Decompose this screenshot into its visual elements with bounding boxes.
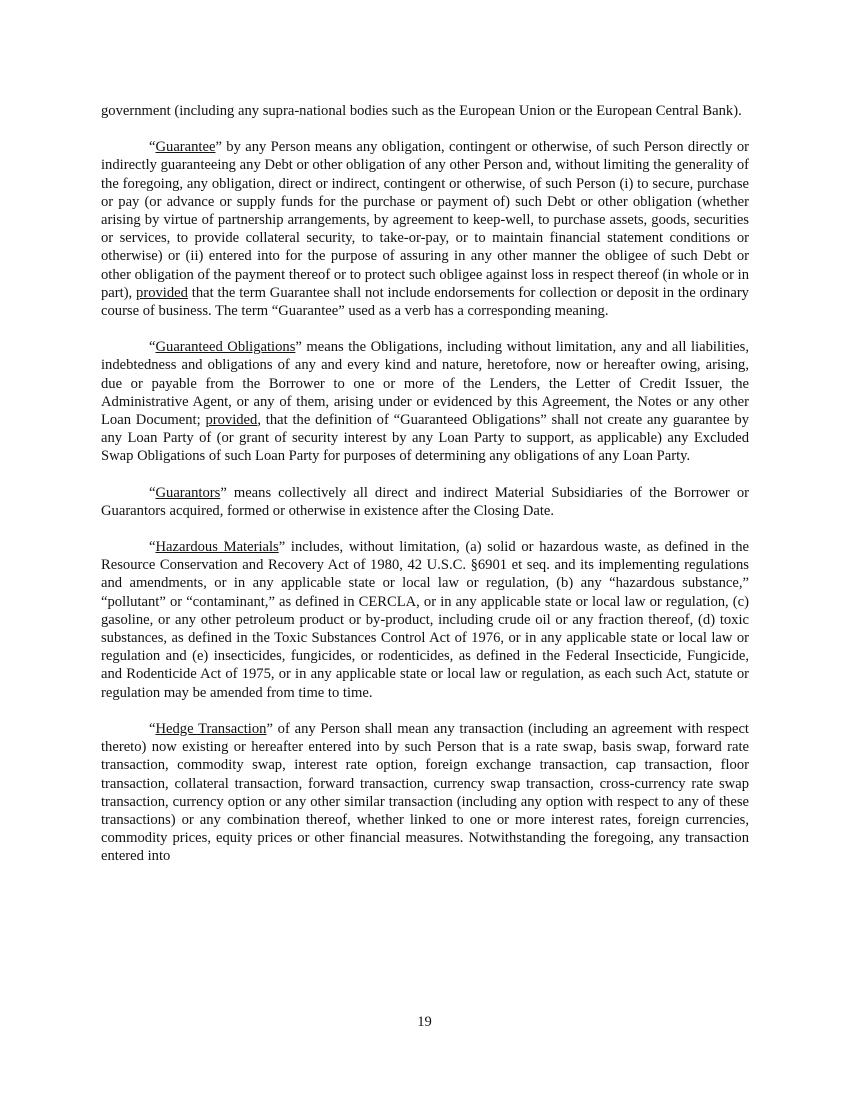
open-quote: “ bbox=[149, 539, 156, 556]
page-number: 19 bbox=[417, 1014, 432, 1030]
defined-term: Guaranteed Obligations bbox=[155, 339, 296, 356]
definition-guarantors bbox=[101, 484, 749, 520]
definition-body: of any Person shall mean any transaction (including an agreement with respect thereto) now existing or hereafter entered into by such Person that is a rate swap, basis swap, forward rate transaction, commodity swap, interest rate option, foreign exchange transaction, cap transaction, floor transaction, collateral transaction, forward transaction, currency swap transaction, cross-currency rate swap transaction, currency option or any other similar transaction (including any option with respect to any of these transactions) or any combination thereof, whether linked to one or more interest rates, foreign currencies, commodity prices, equity prices or other financial measures. Notwithstanding the foregoing, any transaction entered into bbox=[101, 720, 749, 865]
provided-keyword: provided bbox=[205, 412, 258, 429]
open-quote: “ bbox=[149, 484, 156, 501]
defined-term: Guarantee bbox=[155, 139, 216, 156]
definition-body: by any Person means any obligation, contingent or otherwise, of such Person directly or indirectly guaranteeing any Debt or other obligation of any other Person and, without limiting the generality of the foregoing, any obligation, direct or indirect, contingent or otherwise, of such Person (i) to secure, purchase or pay (or advance or supply funds for the purchase or payment of) such Debt or other obligation (whether arising by virtue of partnership arrangements, by agreement to keep-well, to purchase assets, goods, securities or services, to provide collateral security, to take-or-pay, or to maintain financial statement conditions or otherwise) or (ii) entered into for the purpose of assuring in any other manner the obligee of such Debt or other obligation of the payment thereof or to protect such obligee against loss in respect thereof (in whole or in part), bbox=[101, 139, 749, 301]
open-quote: “ bbox=[149, 339, 156, 356]
definition-body: means collectively all direct and indirect Material Subsidiaries of the Borrower or Guarantors acquired, formed or otherwise in existence after the Closing Date. bbox=[101, 484, 749, 519]
close-quote: ” bbox=[220, 484, 227, 501]
intro-paragraph bbox=[101, 102, 749, 120]
close-quote: ” bbox=[215, 139, 222, 156]
definition-body: means the Obligations, including without limitation, any and all liabilities, indebtedness and obligations of any and every kind and nature, heretofore, now or hereafter owing, arising, due or payable from the Borrower to one or more of the Lenders, the Letter of Credit Issuer, the Administrative Agent, or any of them, arising under or evidenced by this Agreement, the Notes or any other Loan Document; bbox=[101, 339, 749, 429]
definition-hedge-transaction bbox=[101, 720, 749, 866]
definition-guarantee bbox=[101, 138, 749, 320]
defined-term: Hazardous Materials bbox=[155, 539, 279, 556]
close-quote: ” bbox=[266, 720, 273, 737]
definition-hazardous-materials bbox=[101, 538, 749, 702]
document-page bbox=[101, 102, 749, 884]
open-quote: “ bbox=[149, 139, 156, 156]
definition-body: includes, without limitation, (a) solid or hazardous waste, as defined in the Resource Conservation and Recovery Act of 1980, 42 U.S.C. §6901 et seq. and its implementing regulations and amendments, or in any applicable state or local law or regulation, (b) any “hazardous substance,” “pollutant” or “contaminant,” as defined in CERCLA, or in any applicable state or local law or regulation, (c) gasoline, or any other petroleum product or by-product, including crude oil or any fraction thereof, (d) toxic substances, as defined in the Toxic Substances Control Act of 1976, or in any applicable state or local law or regulation and (e) insecticides, fungicides, or rodenticides, as defined in the Federal Insecticide, Fungicide, and Rodenticide Act of 1975, or in any applicable state or local law or regulation, as each such Act, statute or regulation may be amended from time to time. bbox=[101, 539, 749, 701]
provided-keyword: provided bbox=[136, 284, 188, 301]
open-quote: “ bbox=[149, 720, 156, 737]
defined-term: Guarantors bbox=[155, 484, 221, 501]
definition-body-continued: that the term Guarantee shall not include endorsements for collection or deposit in the ordinary course of business. The term “Guarantee” used as a verb has a corresponding meaning. bbox=[101, 284, 749, 320]
intro-text: government (including any supra-national bodies such as the European Union or the European Central Bank). bbox=[101, 103, 742, 119]
definition-body-continued: , that the definition of “Guaranteed Obligations” shall not create any guarantee by any Loan Party of (or grant of security interest by any Loan Party to support, as applicable) any Excluded Swap Obligations of such Loan Party for purposes of determining any obligations of any Loan Party. bbox=[101, 412, 749, 465]
definition-guaranteed-obligations bbox=[101, 338, 749, 465]
close-quote: ” bbox=[295, 339, 302, 356]
defined-term: Hedge Transaction bbox=[155, 720, 267, 737]
close-quote: ” bbox=[278, 539, 286, 556]
